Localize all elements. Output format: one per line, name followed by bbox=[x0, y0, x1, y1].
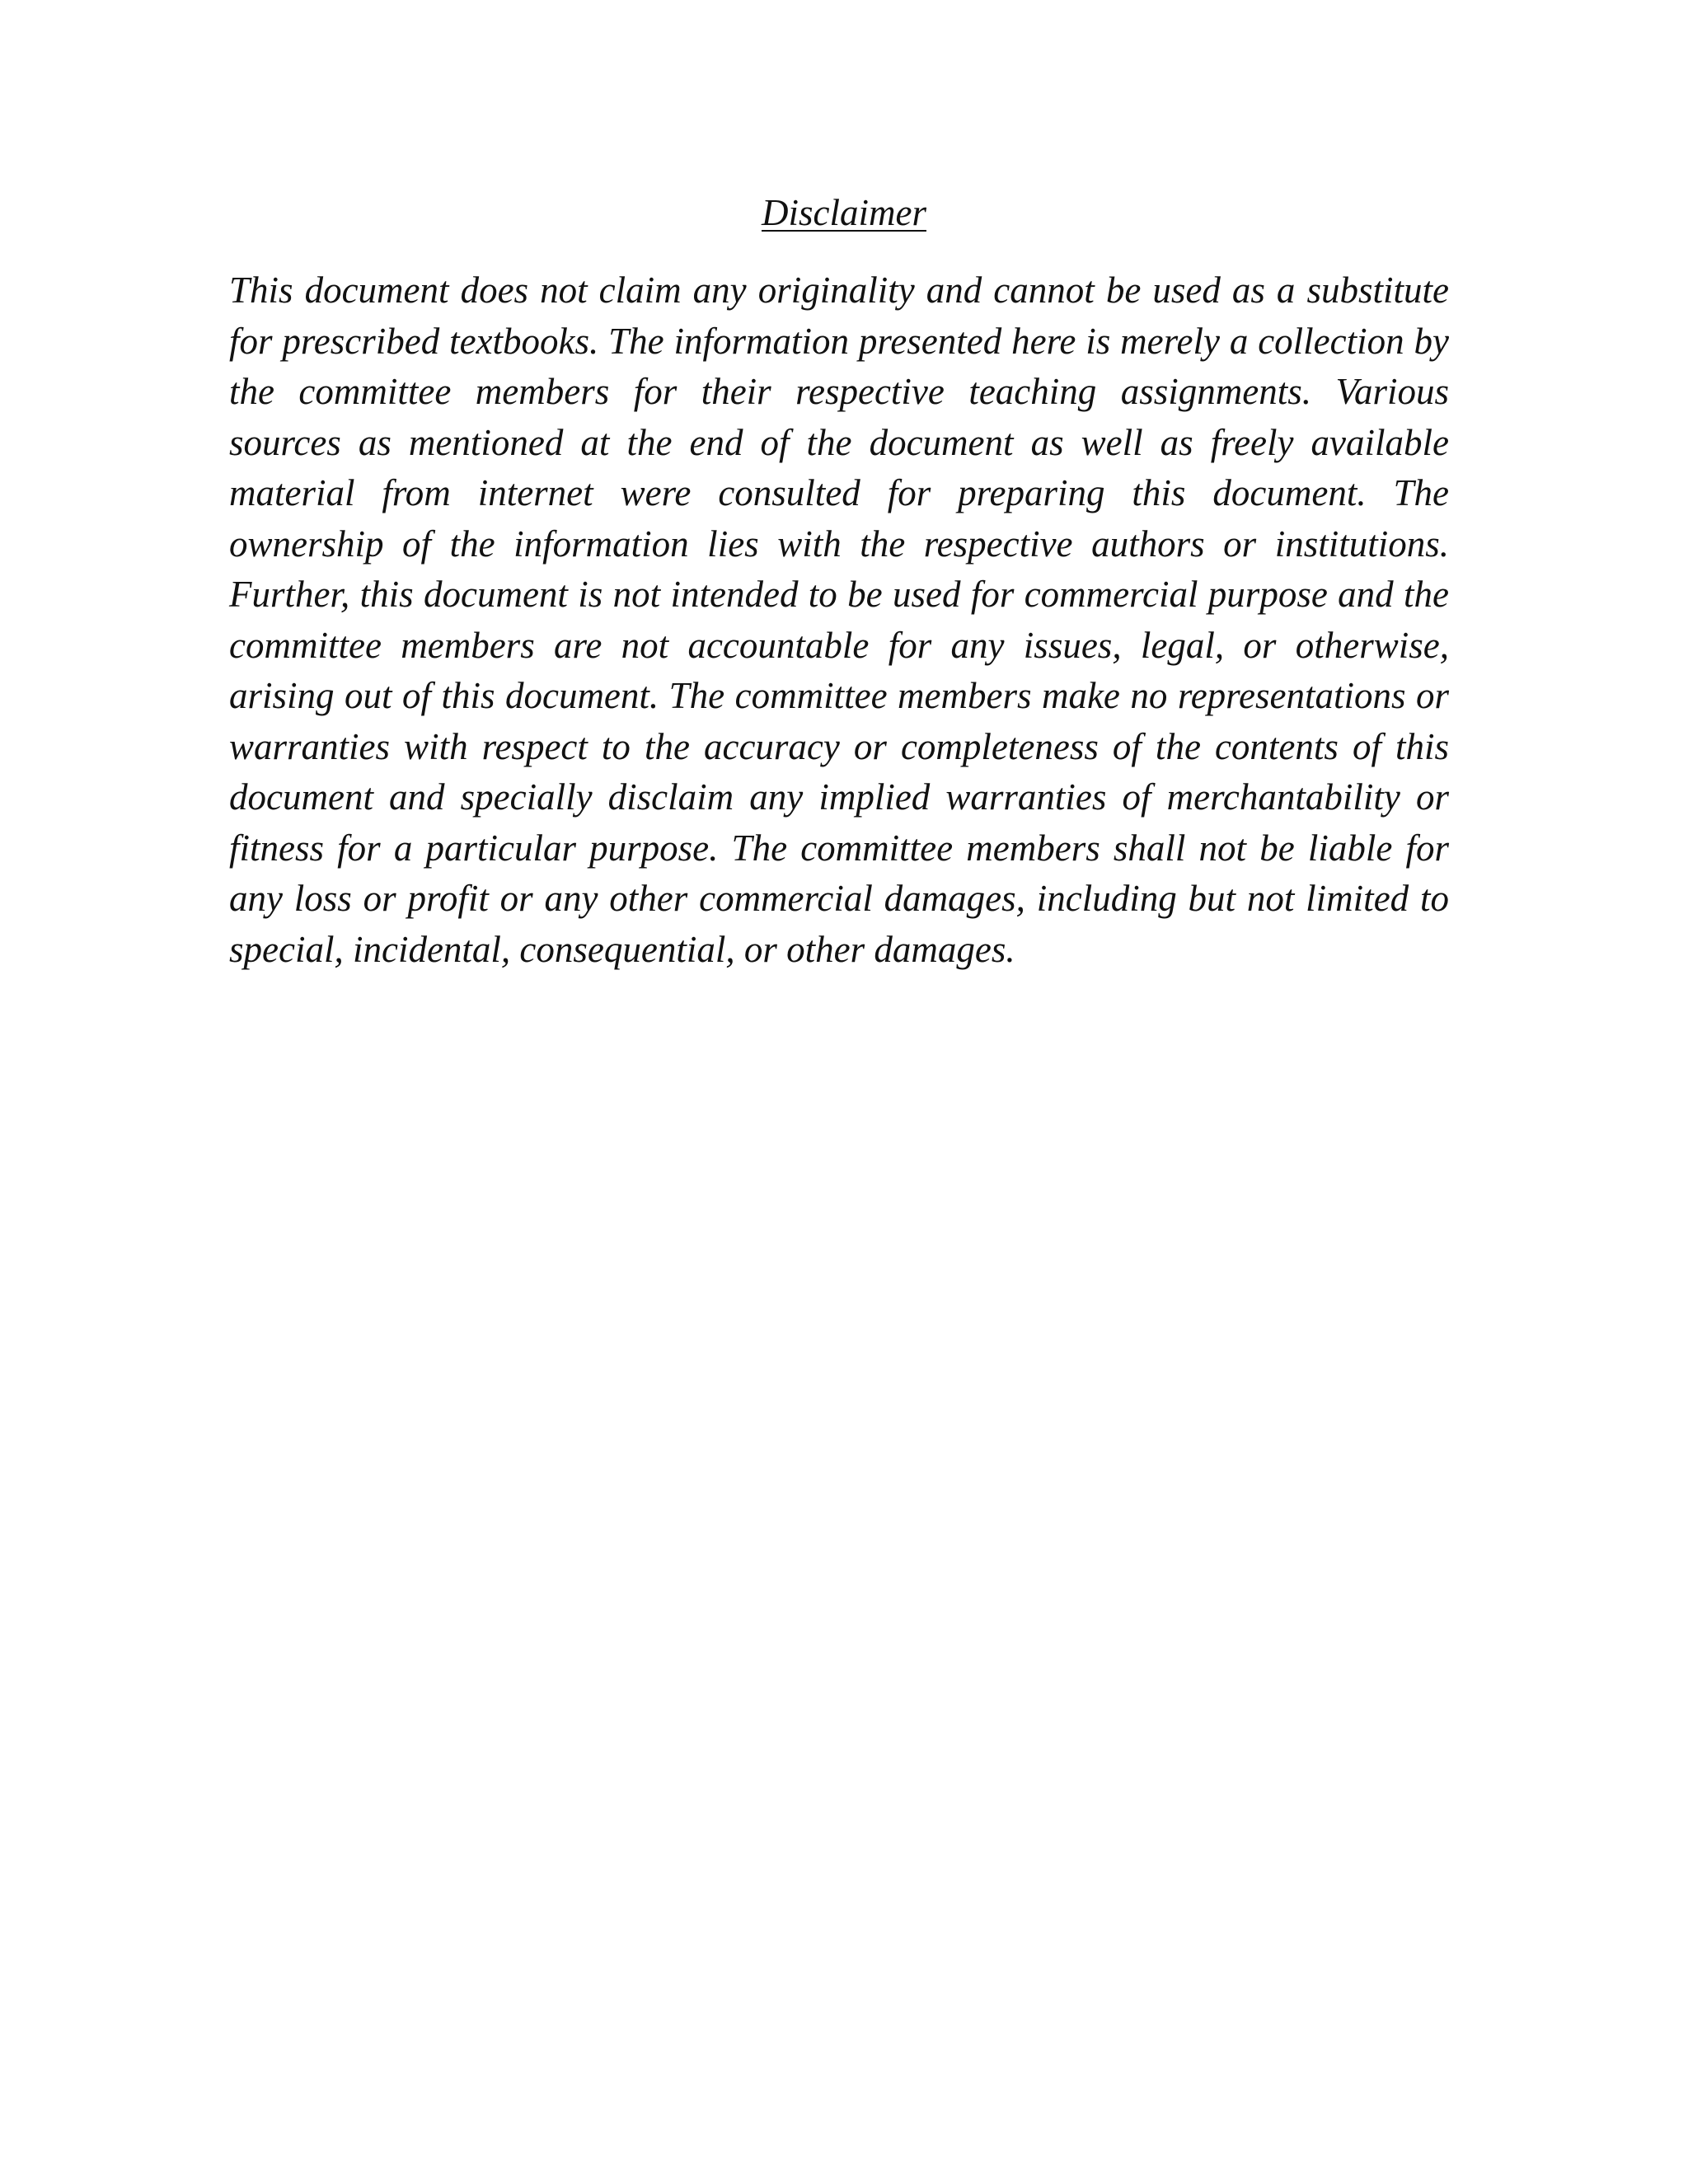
disclaimer-paragraph: This document does not claim any originality and cannot be used as a substitute for prescribed textbooks. The information presented here is merely a collection by the committee members for their respective teaching assignments. Various sources as mentioned at the end of the document as well as freely available material from internet were consulted for preparing this document. The ownership of the information lies with the respective authors or institutions. Further, this document is not intended to be used for commercial purpose and the committee members are not accountable for any issues, legal, or otherwise, arising out of this document. The committee members make no representations or warranties with respect to the accuracy or completeness of the contents of this document and specially disclaim any implied warranties of merchantability or fitness for a particular purpose. The committee members shall not be liable for any loss or profit or any other commercial damages, including but not limited to special, incidental, consequential, or other damages. bbox=[229, 269, 1449, 970]
page-title-text: Disclaimer bbox=[762, 192, 926, 233]
page-title bbox=[0, 188, 1688, 237]
